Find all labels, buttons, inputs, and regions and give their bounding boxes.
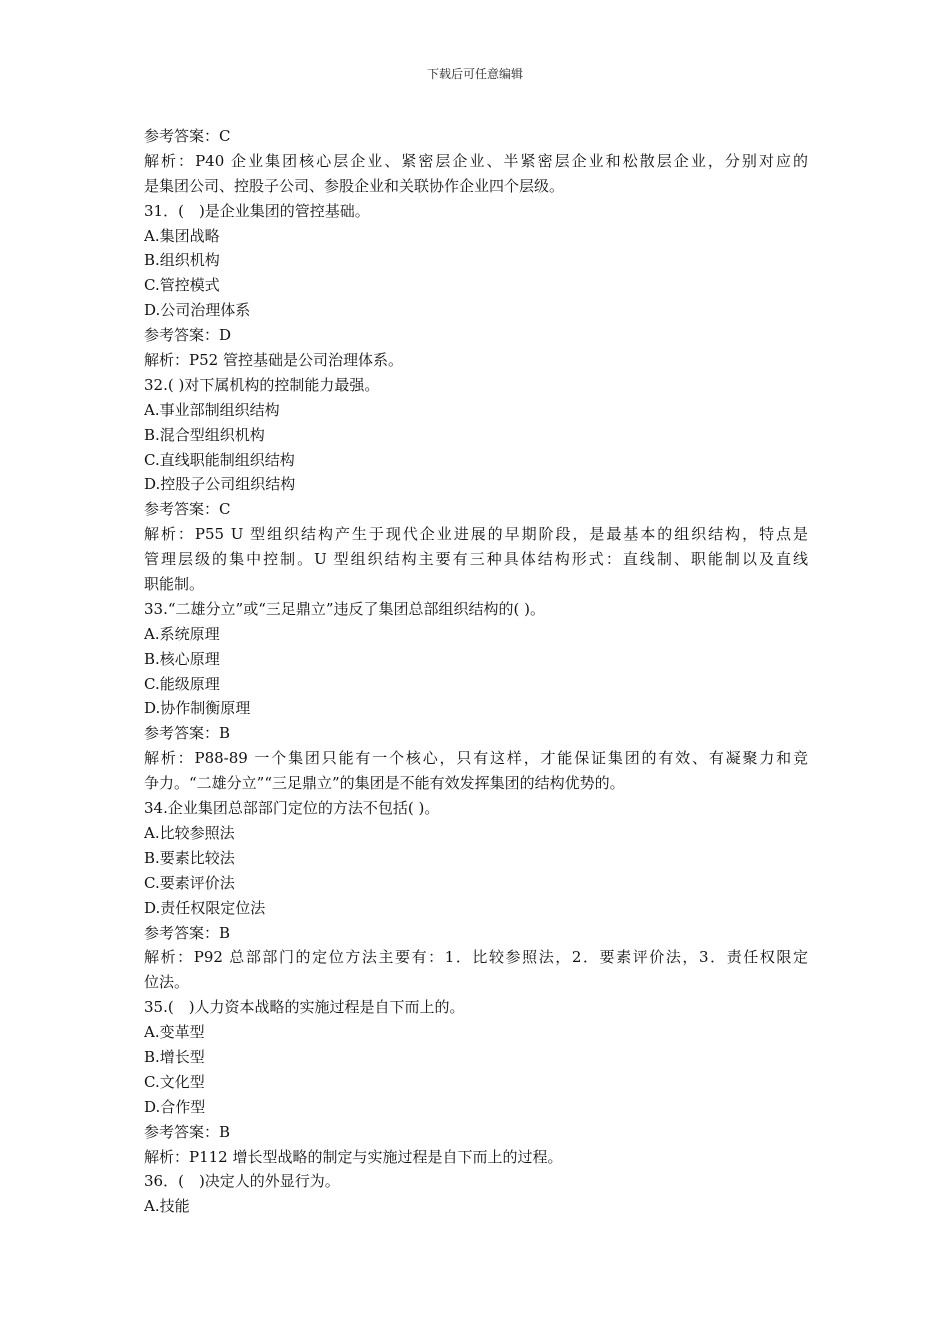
text-line: A.系统原理 (144, 624, 220, 643)
text-line: B.核心原理 (144, 649, 220, 668)
text-line: 解析：P55 U 型组织结构产生于现代企业进展的早期阶段，是最基本的组织结构，特点是 (144, 525, 808, 544)
text-line: A.事业部制组织结构 (144, 400, 280, 419)
text-line: B.混合型组织机构 (144, 425, 265, 444)
text-line: 34.企业集团总部部门定位的方法不包括( )。 (144, 799, 440, 818)
text-line: C.文化型 (144, 1072, 205, 1091)
text-line: 职能制。 (144, 575, 205, 594)
text-line: A.变革型 (144, 1023, 205, 1042)
text-line: D.公司治理体系 (144, 301, 251, 320)
text-line: 31．( )是企业集团的管控基础。 (144, 201, 370, 220)
text-line: 解析：P52 管控基础是公司治理体系。 (144, 351, 403, 370)
text-line: 解析：P88-89 一个集团只能有一个核心，只有这样，才能保证集团的有效、有凝聚力和竞 (144, 749, 808, 768)
text-line: 是集团公司、控股子公司、参股企业和关联协作企业四个层级。 (144, 176, 565, 195)
text-line: 33.“二雄分立”或“三足鼎立”违反了集团总部组织结构的( )。 (144, 599, 546, 618)
text-line: 36．( )决定人的外显行为。 (144, 1172, 340, 1191)
text-line: C.管控模式 (144, 276, 220, 295)
text-line: 35.( )人力资本战略的实施过程是自下而上的。 (144, 998, 465, 1017)
text-line: A.技能 (144, 1197, 190, 1216)
text-line: D.合作型 (144, 1097, 206, 1116)
text-line: B.要素比较法 (144, 848, 235, 867)
text-line: C.要素评价法 (144, 873, 235, 892)
text-line: 位法。 (144, 973, 190, 992)
text-line: 参考答案：D (144, 326, 232, 345)
text-line: 参考答案：B (144, 724, 231, 743)
text-line: 参考答案：C (144, 500, 231, 519)
page-header: 下载后可任意编辑 (426, 67, 523, 81)
text-line: 争力。“二雄分立”“三足鼎立”的集团是不能有效发挥集团的结构优势的。 (144, 774, 625, 793)
text-line: 管理层级的集中控制。U 型组织结构主要有三种具体结构形式：直线制、职能制以及直线 (144, 550, 808, 569)
text-line: 解析：P92 总部部门的定位方法主要有：1．比较参照法，2．要素评价法，3．责任权限定 (144, 948, 808, 967)
text-line: 解析：P112 增长型战略的制定与实施过程是自下而上的过程。 (144, 1147, 563, 1166)
text-line: 解析：P40 企业集团核心层企业、紧密层企业、半紧密层企业和松散层企业，分别对应的 (144, 151, 808, 170)
text-line: C.直线职能制组织结构 (144, 450, 295, 469)
document-body (144, 124, 808, 1219)
text-line: 32.( )对下属机构的控制能力最强。 (144, 375, 380, 394)
text-line: B.组织机构 (144, 251, 220, 270)
text-line: D.协作制衡原理 (144, 699, 251, 718)
text-line: 参考答案：C (144, 127, 231, 145)
text-line: B.增长型 (144, 1047, 205, 1066)
text-line: D.责任权限定位法 (144, 898, 266, 917)
text-line: 参考答案：B (144, 1122, 231, 1141)
text-line: D.控股子公司组织结构 (144, 475, 296, 494)
text-line: A.集团战略 (144, 226, 220, 245)
text-line: C.能级原理 (144, 674, 220, 693)
text-line: 参考答案：B (144, 923, 231, 942)
text-line: A.比较参照法 (144, 823, 235, 842)
